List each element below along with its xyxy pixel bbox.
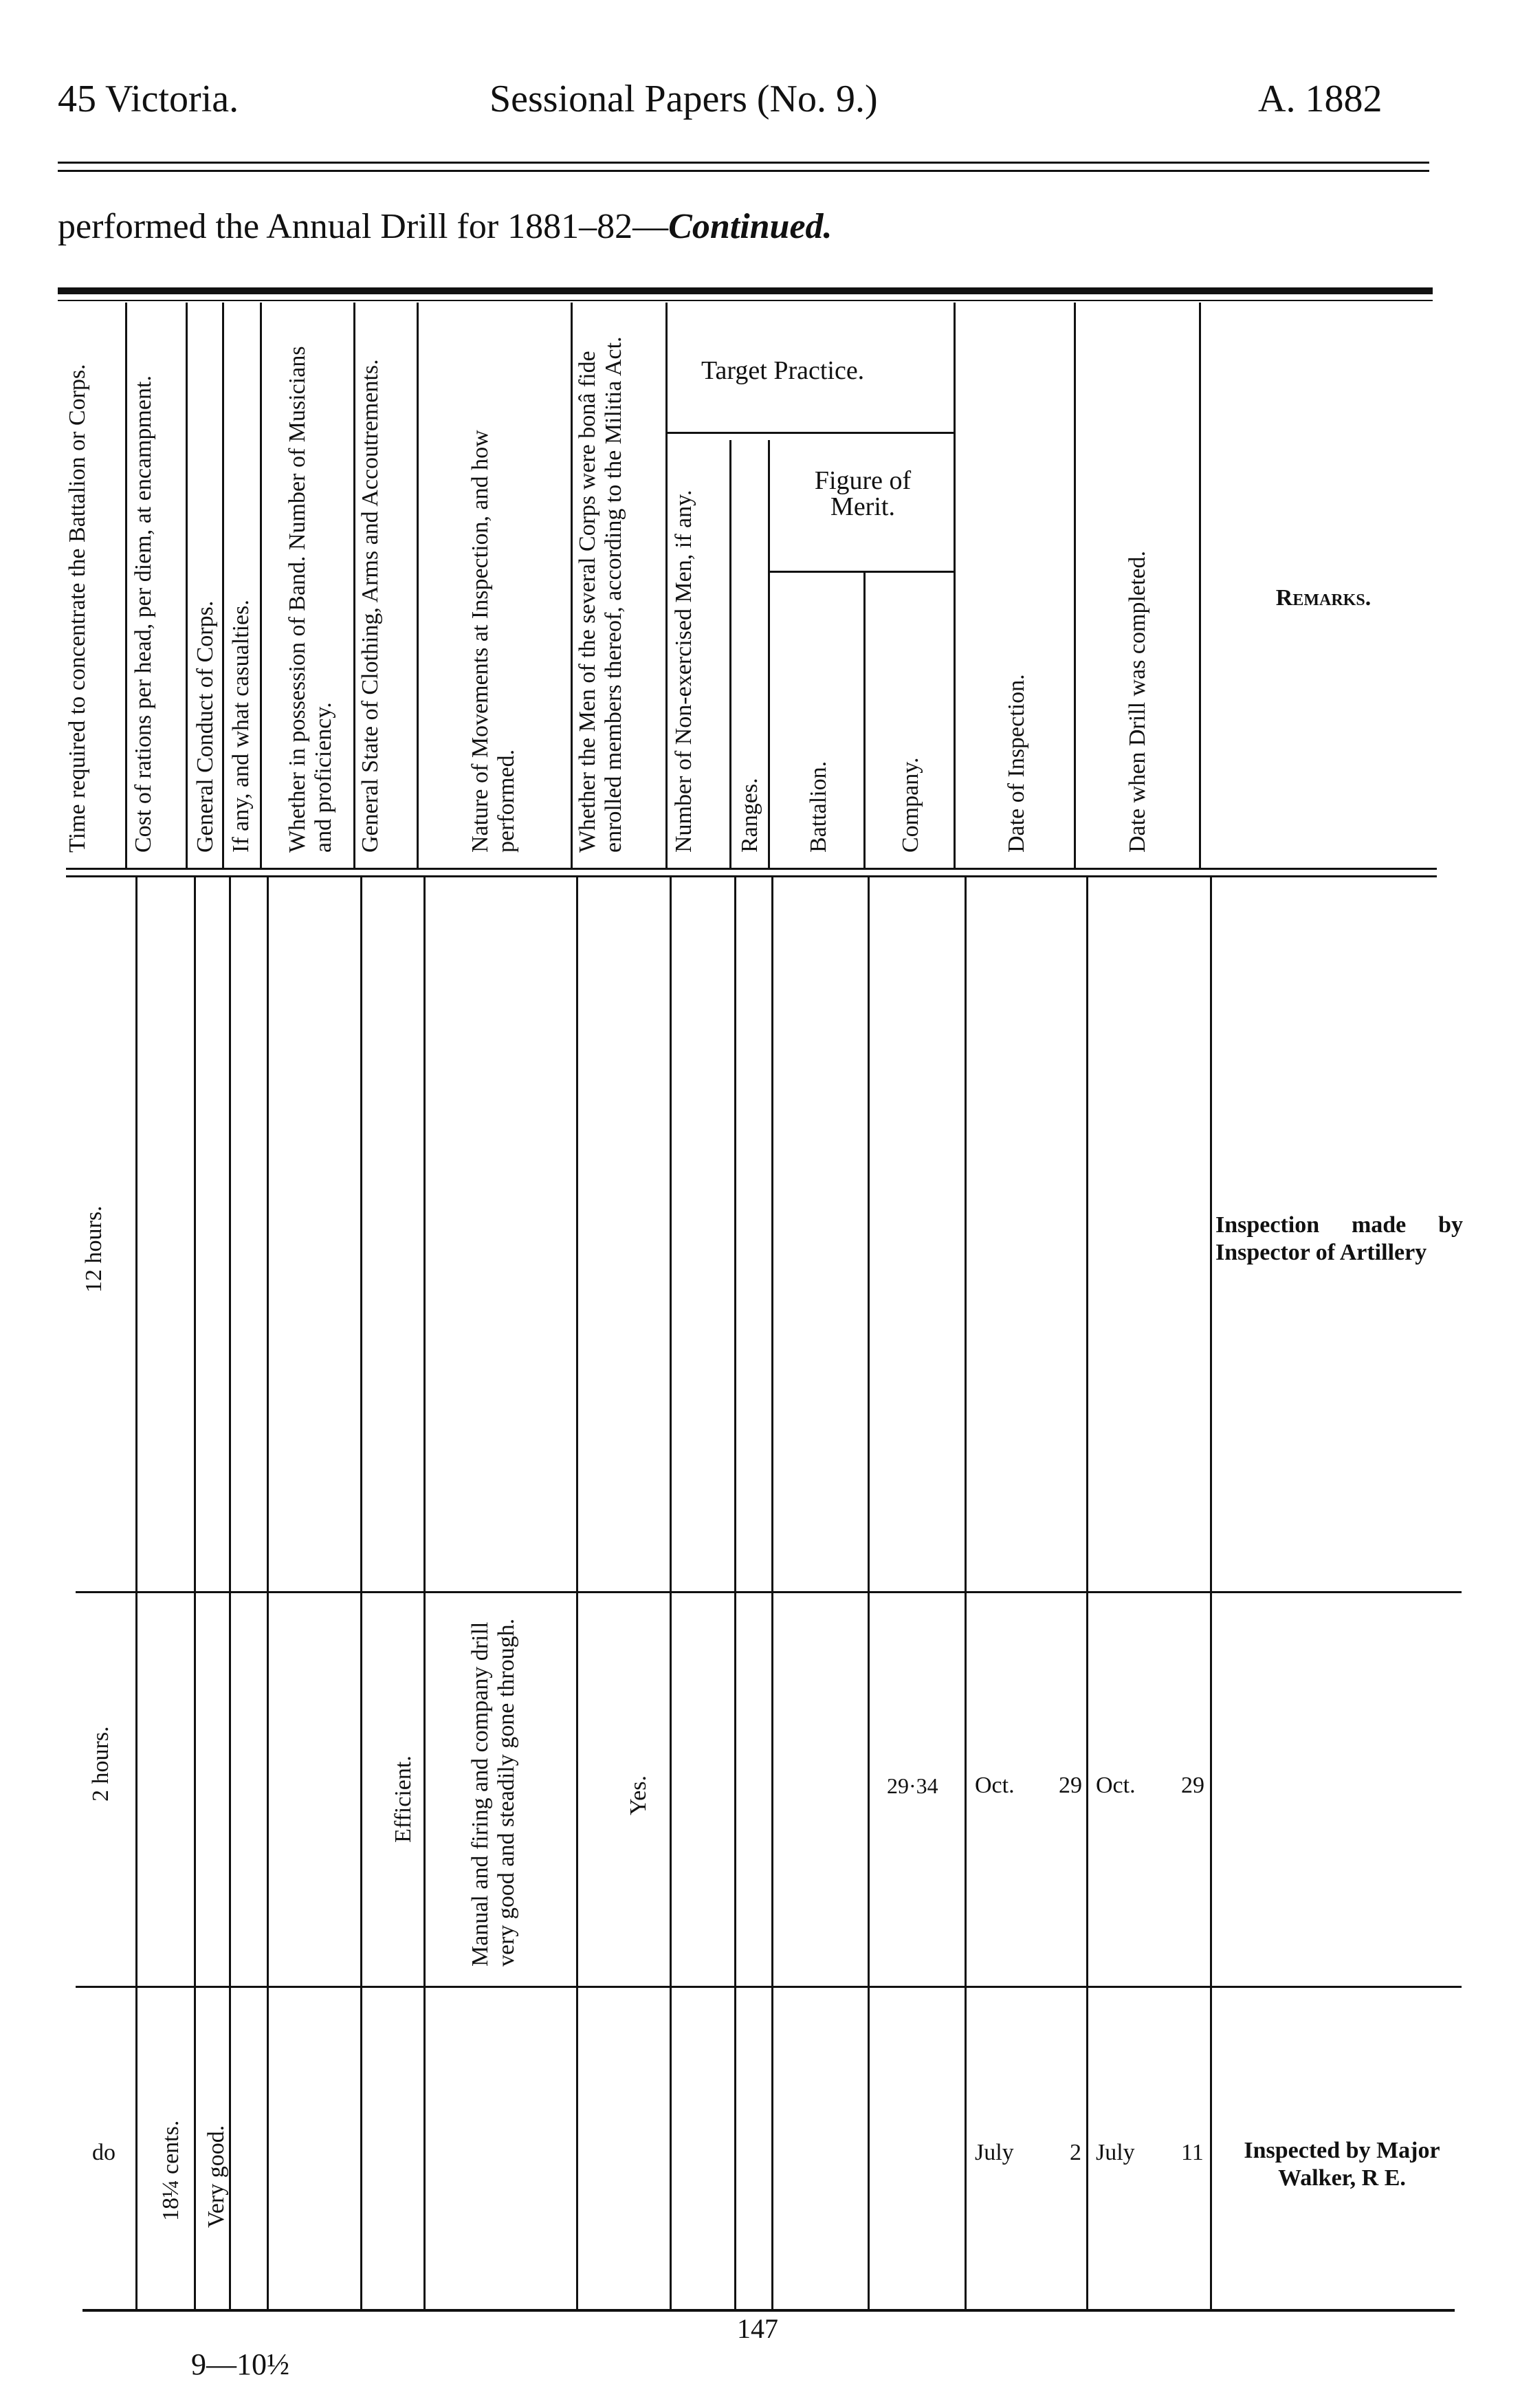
header-bottom-rule-2: [66, 875, 1437, 877]
table-bottom-rule: [82, 2309, 1455, 2312]
running-head-right: A. 1882: [1258, 78, 1383, 120]
head-rule-2: [58, 170, 1429, 172]
header-company: Company.: [898, 757, 923, 853]
header-conduct: General Conduct of Corps.: [192, 600, 218, 853]
col-rule-header-6: [417, 303, 419, 868]
col-rule-header-8: [665, 303, 668, 868]
row-separator-1: [76, 1591, 1462, 1593]
header-bottom-rule-1: [66, 868, 1437, 870]
header-inspection-date: Date of Inspection.: [1004, 674, 1029, 853]
col-rule-header-4: [260, 303, 262, 868]
signature-mark: 9—10½: [191, 2347, 289, 2381]
row2-inspection-day: 29: [1059, 1773, 1082, 1798]
header-cost: Cost of rations per head, per diem, at encampment.: [131, 375, 156, 853]
col-rule-body-4: [267, 877, 269, 2310]
col-rule-header-9: [729, 440, 731, 868]
header-battalion: Battalion.: [806, 760, 831, 853]
row2-completed-month: Oct.: [1096, 1773, 1136, 1798]
page-number: 147: [737, 2313, 778, 2344]
running-head-center: Sessional Papers (No. 9.): [489, 78, 878, 120]
col-rule-body-8: [670, 877, 672, 2310]
col-rule-header-12: [954, 303, 956, 868]
row2-clothing: Efficient.: [390, 1755, 416, 1843]
col-rule-body-7: [576, 877, 578, 2310]
col-rule-header-5: [353, 303, 355, 868]
figure-of-merit-rule: [768, 571, 954, 573]
row3-conduct: Very good.: [203, 2125, 229, 2228]
col-rule-body-1: [135, 877, 137, 2310]
header-remarks: Remarks.: [1275, 585, 1372, 611]
header-movements: Nature of Movements at Inspection, and how performed.: [467, 430, 519, 853]
row3-completed-day: 11: [1181, 2140, 1204, 2165]
col-rule-body-2: [194, 877, 196, 2310]
subtitle-continued: Continued.: [668, 207, 833, 246]
col-rule-body-6: [423, 877, 426, 2310]
row-separator-2: [76, 1986, 1462, 1988]
col-rule-header-1: [125, 303, 127, 868]
header-drill-completed: Date when Drill was completed.: [1125, 550, 1150, 853]
header-band: Whether in possession of Band. Number of Musicians and proficiency.: [285, 346, 336, 853]
col-rule-body-3: [229, 877, 231, 2310]
col-rule-header-3: [222, 303, 224, 868]
row2-time: 2 hours.: [88, 1726, 113, 1802]
col-rule-header-7: [571, 303, 573, 868]
header-target-practice: Target Practice.: [701, 356, 865, 385]
row2-movements: Manual and firing and company drill very good and steadily gone through.: [467, 1618, 519, 1967]
row3-inspection-day: 2: [1070, 2140, 1081, 2165]
subtitle-text: performed the Annual Drill for 1881–82—: [58, 207, 669, 246]
row1-remarks: Inspection made by Inspector of Artillery: [1215, 1212, 1463, 1265]
running-head-left: 45 Victoria.: [58, 78, 239, 120]
head-rule-1: [58, 162, 1429, 164]
col-rule-body-5: [360, 877, 362, 2310]
row3-time: do: [92, 2140, 115, 2165]
row2-completed-day: 29: [1181, 1773, 1204, 1798]
row3-remarks: Inspected by Major Walker, R E.: [1244, 2138, 1440, 2191]
col-rule-body-10: [771, 877, 773, 2310]
table-top-rule-thick: [58, 287, 1433, 294]
table-top-rule-thin: [58, 300, 1433, 301]
header-casualties: If any, and what casualties.: [228, 600, 254, 853]
table-subtitle: [58, 206, 833, 247]
row3-completed-month: July: [1096, 2140, 1135, 2165]
col-rule-header-2: [186, 303, 188, 868]
col-rule-body-12: [965, 877, 967, 2310]
header-ranges: Ranges.: [737, 778, 762, 853]
header-time: Time required to concentrate the Battalion or Corps.: [65, 364, 90, 853]
row3-cost: 18¼ cents.: [158, 2120, 184, 2221]
header-clothing: General State of Clothing, Arms and Accoutrements.: [357, 359, 383, 853]
col-rule-body-13: [1086, 877, 1088, 2310]
col-rule-header-10: [768, 440, 770, 868]
col-rule-body-11: [868, 877, 870, 2310]
row2-company: 29·34: [887, 1773, 938, 1798]
target-practice-rule: [665, 432, 954, 434]
col-rule-header-13: [1074, 303, 1076, 868]
row2-inspection-month: Oct.: [975, 1773, 1015, 1798]
row2-bona-fide: Yes.: [626, 1775, 651, 1815]
col-rule-body-14: [1210, 877, 1212, 2310]
col-rule-body-9: [734, 877, 736, 2310]
header-figure-of-merit: Figure of Merit.: [814, 466, 912, 521]
col-rule-header-14: [1199, 303, 1201, 868]
col-rule-header-11: [863, 571, 866, 868]
header-bona-fide: Whether the Men of the several Corps were bonâ fide enrolled members thereof, according to the Militia Act.: [575, 336, 626, 853]
row3-inspection-month: July: [975, 2140, 1014, 2165]
row1-time: 12 hours.: [81, 1205, 107, 1293]
header-non-exercised: Number of Non-exercised Men, if any.: [671, 490, 696, 853]
